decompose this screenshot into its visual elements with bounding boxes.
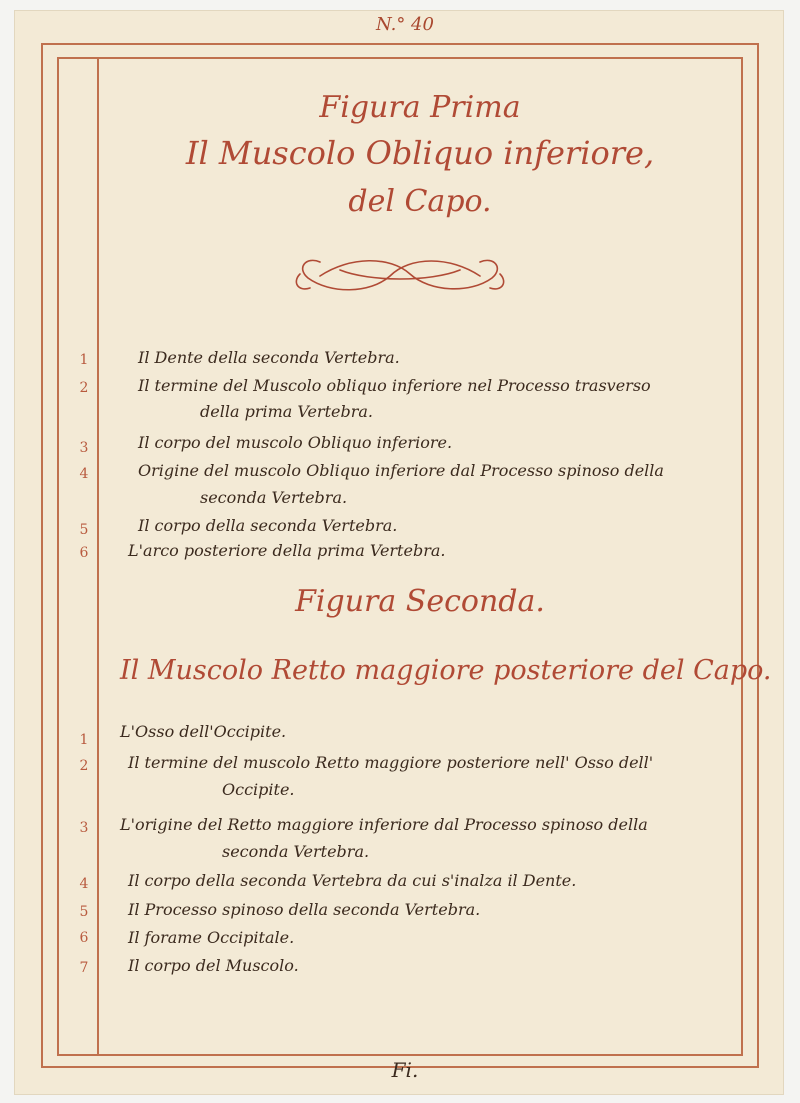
item-number: 2 — [79, 380, 89, 396]
item-text: L'Osso dell'Occipite. — [120, 722, 287, 741]
item-text: Il corpo del Muscolo. — [128, 956, 299, 975]
item-number: 3 — [79, 820, 89, 836]
item-text: Il corpo della seconda Vertebra. — [138, 516, 398, 535]
item-text-continuation: della prima Vertebra. — [200, 402, 373, 421]
item-text: L'origine del Retto maggiore inferiore dal Processo spinoso della — [120, 815, 648, 834]
item-text: Il corpo della seconda Vertebra da cui s'inalza il Dente. — [128, 871, 577, 890]
figure-one-subtitle: Il Muscolo Obliquo inferiore, — [185, 134, 655, 172]
item-number: 3 — [79, 440, 89, 456]
item-number: 1 — [79, 732, 89, 748]
figure-one-subtitle-line-2: del Capo. — [348, 184, 492, 219]
item-text-continuation: seconda Vertebra. — [200, 488, 348, 507]
margin-rule — [97, 59, 99, 1054]
figure-one-title: Figura Prima — [319, 90, 521, 125]
item-number: 1 — [79, 352, 89, 368]
item-text-continuation: Occipite. — [222, 780, 295, 799]
item-text: Il forame Occipitale. — [128, 928, 295, 947]
item-number: 6 — [79, 545, 89, 561]
item-text: Origine del muscolo Obliquo inferiore dal Processo spinoso della — [138, 461, 664, 480]
figure-two-subtitle: Il Muscolo Retto maggiore posteriore del Capo. — [120, 655, 772, 686]
item-text: Il corpo del muscolo Obliquo inferiore. — [138, 433, 453, 452]
item-number: 5 — [79, 522, 89, 538]
figure-two-title: Figura Seconda. — [295, 584, 545, 619]
item-number: 4 — [79, 466, 89, 482]
item-number: 2 — [79, 758, 89, 774]
item-text: Il Dente della seconda Vertebra. — [138, 348, 400, 367]
item-text-continuation: seconda Vertebra. — [222, 842, 370, 861]
item-text: Il termine del muscolo Retto maggiore posteriore nell' Osso dell' — [128, 753, 654, 772]
item-number: 4 — [79, 876, 89, 892]
item-number: 5 — [79, 904, 89, 920]
calligraphic-flourish — [280, 248, 520, 304]
item-text: L'arco posteriore della prima Vertebra. — [128, 541, 446, 560]
sheet-number: N.° 40 — [376, 14, 434, 35]
item-text: Il Processo spinoso della seconda Vertebra. — [128, 900, 481, 919]
folio-mark: Fi. — [391, 1058, 419, 1082]
item-number: 6 — [79, 930, 89, 946]
item-number: 7 — [79, 960, 89, 976]
item-text: Il termine del Muscolo obliquo inferiore nel Processo trasverso — [138, 376, 651, 395]
